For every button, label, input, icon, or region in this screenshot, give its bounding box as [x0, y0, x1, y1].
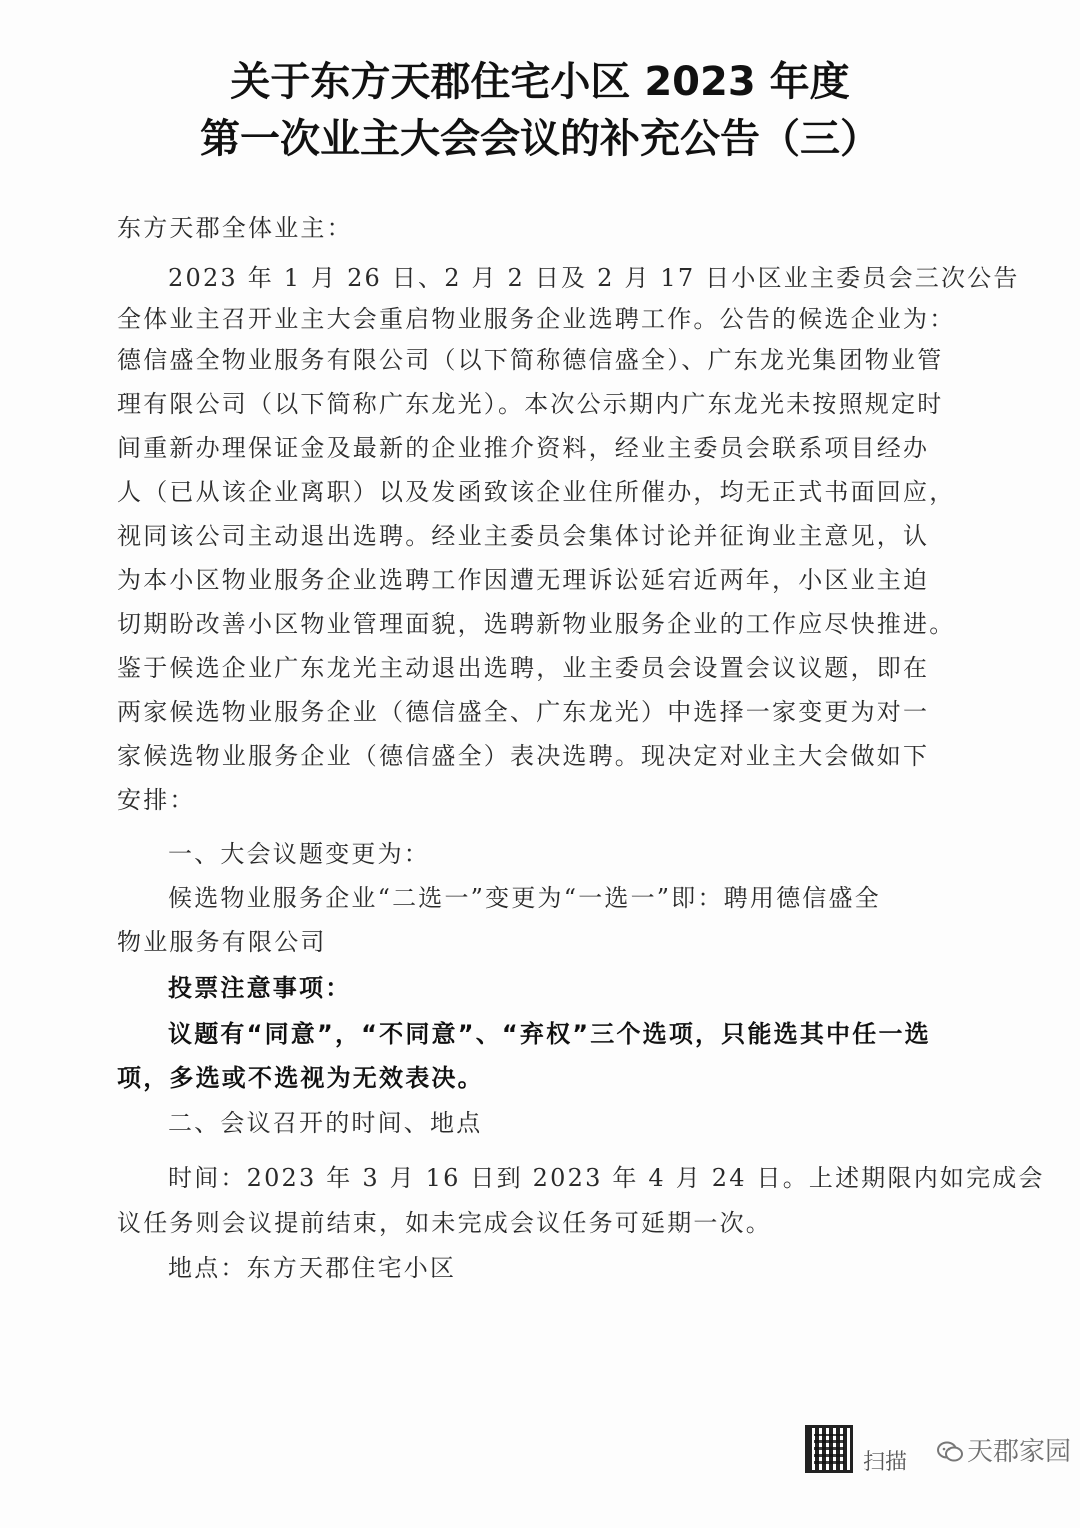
para1-line: 安排：	[117, 786, 196, 814]
para1-line: 德信盛全物业服务有限公司（以下简称德信盛全）、广东龙光集团物业管	[117, 346, 944, 374]
section1-heading: 一、大会议题变更为：	[168, 840, 430, 868]
para1-line: 全体业主召开业主大会重启物业服务企业选聘工作。公告的候选企业为：	[117, 305, 956, 333]
place-text: 地点：东方天郡住宅小区	[168, 1254, 457, 1282]
para1-line: 2023 年 1 月 26 日、2 月 2 日及 2 月 17 日小区业主委员会三次公告	[168, 264, 1020, 292]
section1-text-line: 物业服务有限公司	[117, 928, 327, 956]
salutation: 东方天郡全体业主：	[117, 214, 353, 242]
vote-text-line: 项，多选或不选视为无效表决。	[117, 1064, 484, 1092]
time-text-line: 时间：2023 年 3 月 16 日到 2023 年 4 月 24 日。上述期限内如完成会	[168, 1164, 1045, 1192]
para1-line: 理有限公司（以下简称广东龙光）。本次公示期内广东龙光未按照规定时	[117, 390, 944, 418]
scan-text: 扫描	[863, 1450, 908, 1475]
vote-heading: 投票注意事项：	[168, 974, 352, 1002]
vote-text-line: 议题有“同意”，“不同意”、“弃权”三个选项，只能选其中任一选	[168, 1020, 931, 1048]
para1-line: 间重新办理保证金及最新的企业推介资料，经业主委员会联系项目经办	[117, 434, 930, 462]
para1-line: 鉴于候选企业广东龙光主动退出选聘，业主委员会设置会议议题，即在	[117, 654, 930, 682]
para1-line: 为本小区物业服务企业选聘工作因遭无理诉讼延宕近两年，小区业主迫	[117, 566, 930, 594]
wechat-icon	[937, 1441, 963, 1463]
section2-heading: 二、会议召开的时间、地点	[168, 1109, 483, 1137]
qr-code-icon	[805, 1425, 853, 1473]
section1-text-line: 候选物业服务企业“二选一”变更为“一选一”即：聘用德信盛全	[168, 884, 881, 912]
time-text-line: 议任务则会议提前结束，如未完成会议任务可延期一次。	[117, 1209, 772, 1237]
para1-line: 两家候选物业服务企业（德信盛全、广东龙光）中选择一家变更为对一	[117, 698, 930, 726]
para1-line: 切期盼改善小区物业管理面貌，选聘新物业服务企业的工作应尽快推进。	[117, 610, 956, 638]
para1-line: 家候选物业服务企业（德信盛全）表决选聘。现决定对业主大会做如下	[117, 742, 930, 770]
document-title-line2: 第一次业主大会会议的补充公告（三）	[200, 116, 880, 162]
footer-watermark	[805, 1425, 1072, 1485]
watermark-text: 天郡家园	[967, 1437, 1072, 1467]
para1-line: 人（已从该企业离职）以及发函致该企业住所催办，均无正式书面回应，	[117, 478, 956, 506]
para1-line: 视同该公司主动退出选聘。经业主委员会集体讨论并征询业主意见，认	[117, 522, 930, 550]
document-title-line1: 关于东方天郡住宅小区 2023 年度	[230, 59, 850, 105]
